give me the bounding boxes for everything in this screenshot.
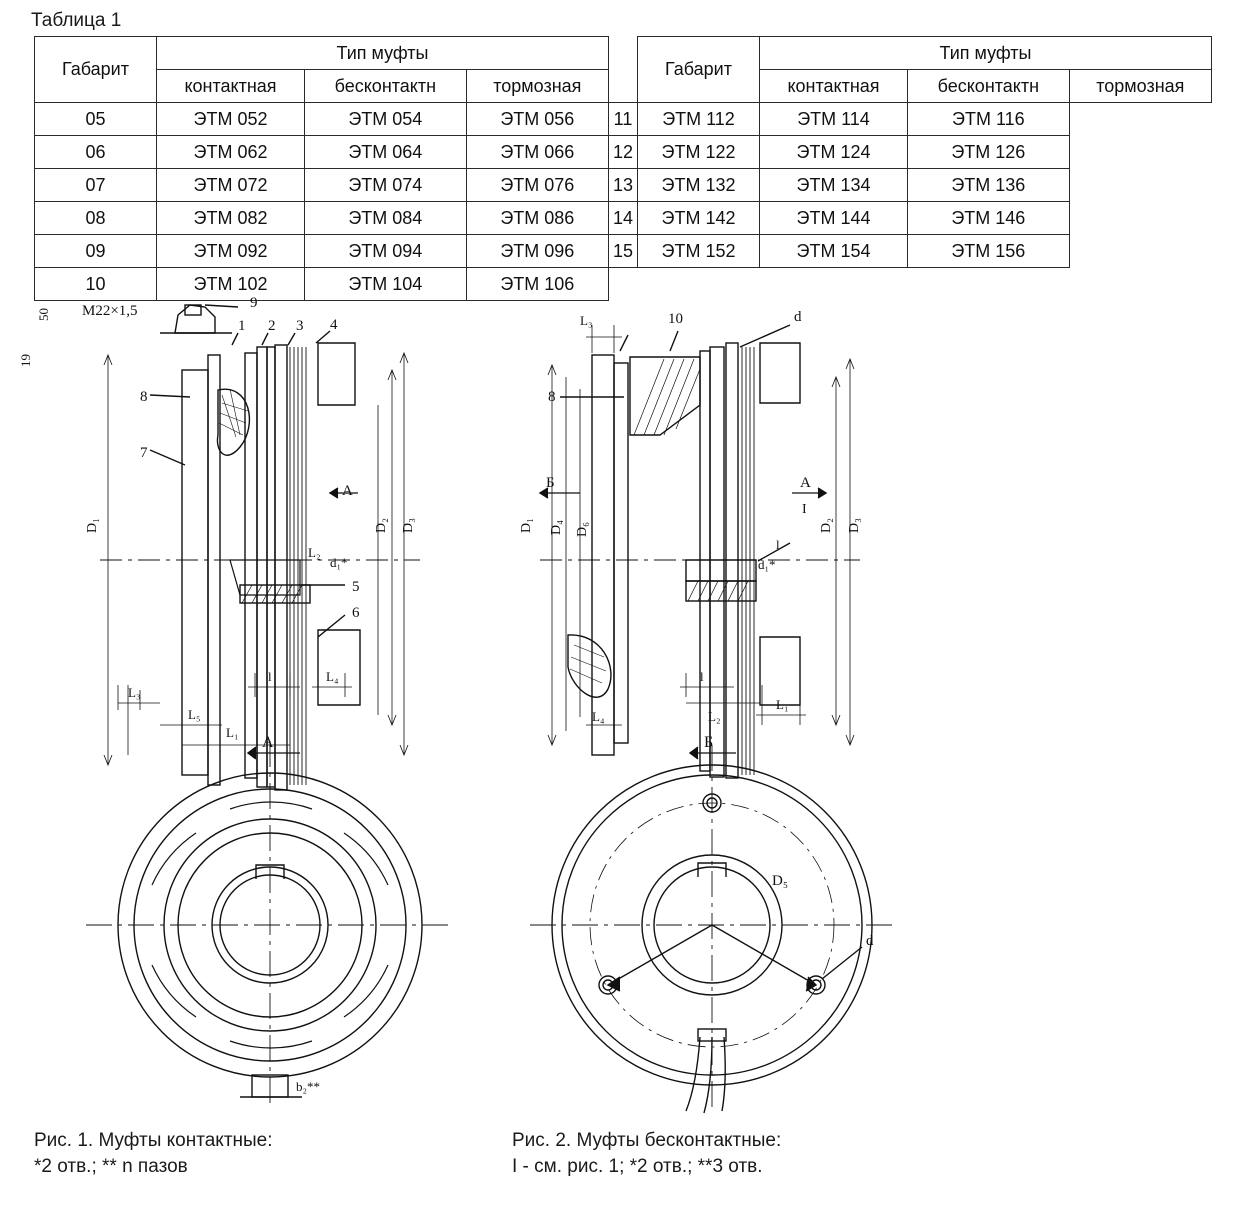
cell-gabarit: 11 <box>608 103 637 136</box>
fig2-label-dstar: d₁* <box>758 557 776 572</box>
fig2-face-section-b: Б <box>704 734 714 751</box>
cell-gabarit: 08 <box>35 202 157 235</box>
cell-gabarit: 09 <box>35 235 157 268</box>
drawing-canvas <box>0 285 1253 1120</box>
cell-gabarit: 07 <box>35 169 157 202</box>
figure-2-caption-line1: Рис. 2. Муфты бесконтактные: <box>512 1130 782 1151</box>
cell-contactless: ЭТМ 134 <box>760 169 908 202</box>
fig2-face-view <box>530 745 894 1113</box>
header-contactless-left: бесконтактн <box>305 70 467 103</box>
table-row <box>35 103 1212 136</box>
cell-brake: ЭТМ 116 <box>908 103 1070 136</box>
figure-2-caption <box>512 1128 781 1180</box>
header-brake-right: тормозная <box>1069 70 1211 103</box>
table-caption: Таблица 1 <box>31 10 122 31</box>
cell-contactless: ЭТМ 094 <box>305 235 467 268</box>
cell-contact: ЭТМ 132 <box>638 169 760 202</box>
cell-brake: ЭТМ 126 <box>908 136 1070 169</box>
figure-1-caption-line1: Рис. 1. Муфты контактные: <box>34 1130 273 1151</box>
fig2-label-l1: L₁ <box>776 697 789 712</box>
table-row <box>35 202 1212 235</box>
cell-contactless: ЭТМ 144 <box>760 202 908 235</box>
fig2-label-d-hole: d <box>866 933 874 949</box>
fig2-section-mark-b: Б <box>546 475 555 491</box>
cell-brake: ЭТМ 066 <box>466 136 608 169</box>
fig2-detail-mark-i: I <box>802 502 807 517</box>
fig1-label-l3: L₃ <box>128 685 141 700</box>
figure-1-caption <box>34 1128 273 1180</box>
fig2-label-l3: L₃ <box>580 313 593 328</box>
cell-contact: ЭТМ 062 <box>157 136 305 169</box>
table-row <box>35 136 1212 169</box>
figure-2-caption-line2: I - см. рис. 1; *2 отв.; **3 отв. <box>512 1156 763 1177</box>
fig1-item-5: 5 <box>352 579 360 595</box>
cell-gabarit: 10 <box>35 268 157 301</box>
fig2-section-mark-a: A <box>800 475 811 491</box>
fig1-label-l: l <box>268 669 272 684</box>
cell-brake: ЭТМ 156 <box>908 235 1070 268</box>
cell-contactless: ЭТМ 114 <box>760 103 908 136</box>
fig2-item-10: 10 <box>668 311 683 327</box>
table-row <box>35 169 1212 202</box>
fig1-label-dim50: 50 <box>36 308 51 321</box>
cell-brake: ЭТМ 106 <box>466 268 608 301</box>
fig1-label-b2: b₂** <box>296 1079 321 1094</box>
cell-gabarit: 15 <box>608 235 637 268</box>
header-type-left: Тип муфты <box>157 37 609 70</box>
fig1-label-dim19: 19 <box>18 354 33 367</box>
cell-contactless: ЭТМ 054 <box>305 103 467 136</box>
fig1-label-dstar: d₁* <box>330 555 348 570</box>
cell-contactless: ЭТМ 064 <box>305 136 467 169</box>
fig1-item-1: 1 <box>238 318 246 334</box>
fig1-item-9: 9 <box>250 295 258 311</box>
cell-gabarit: 05 <box>35 103 157 136</box>
fig1-face-section-a: A <box>262 734 274 751</box>
table-head <box>35 37 1212 103</box>
fig2-item-8: 8 <box>548 389 556 405</box>
fig1-label-d3: D₃ <box>401 518 416 533</box>
fig1-label-d1: D₁ <box>85 518 100 533</box>
fig2-label-l: l <box>776 537 780 552</box>
fig1-item-6: 6 <box>352 605 360 621</box>
cell-contact: ЭТМ 072 <box>157 169 305 202</box>
header-contactless-right: бесконтактн <box>908 70 1070 103</box>
cell-contact: ЭТМ 082 <box>157 202 305 235</box>
cell-contact: ЭТМ 152 <box>638 235 760 268</box>
cell-brake: ЭТМ 076 <box>466 169 608 202</box>
table-row <box>35 235 1212 268</box>
fig2-label-d4: D₄ <box>549 520 564 535</box>
cell-brake: ЭТМ 146 <box>908 202 1070 235</box>
cell-gabarit: 14 <box>608 202 637 235</box>
table-body <box>35 103 1212 301</box>
fig1-label-l4: L₄ <box>326 669 339 684</box>
fig1-section-view <box>100 305 420 790</box>
cell-contact: ЭТМ 142 <box>638 202 760 235</box>
cell-brake: ЭТМ 056 <box>466 103 608 136</box>
cell-gabarit: 06 <box>35 136 157 169</box>
cell-contact: ЭТМ 052 <box>157 103 305 136</box>
cell-contact: ЭТМ 112 <box>638 103 760 136</box>
cell-brake: ЭТМ 096 <box>466 235 608 268</box>
fig1-item-7: 7 <box>140 445 148 461</box>
cell-contactless: ЭТМ 104 <box>305 268 467 301</box>
fig2-label-d6: D₆ <box>575 522 590 537</box>
cell-contactless: ЭТМ 124 <box>760 136 908 169</box>
cell-gabarit: 12 <box>608 136 637 169</box>
table-header-row-1 <box>35 37 1212 70</box>
fig1-face-view <box>86 741 454 1109</box>
fig1-label-l2: L₂ <box>308 545 321 560</box>
cell-contact: ЭТМ 092 <box>157 235 305 268</box>
fig2-label-d3: D₃ <box>847 518 862 533</box>
header-contact-left: контактная <box>157 70 305 103</box>
header-brake-left: тормозная <box>466 70 608 103</box>
fig1-item-2: 2 <box>268 318 276 334</box>
fig2-label-d2: D₂ <box>819 518 834 533</box>
cell-contact: ЭТМ 122 <box>638 136 760 169</box>
cell-contactless: ЭТМ 074 <box>305 169 467 202</box>
fig2-label-l-bottom: l <box>700 669 704 684</box>
fig2-label-l2: L₂ <box>708 709 721 724</box>
header-type-right: Тип муфты <box>760 37 1212 70</box>
technical-drawings <box>0 285 1253 1120</box>
cell-brake: ЭТМ 136 <box>908 169 1070 202</box>
cell-gabarit: 13 <box>608 169 637 202</box>
fig1-label-d2: D₂ <box>374 518 389 533</box>
fig2-label-d5: D₅ <box>772 873 789 889</box>
coupling-types-table <box>34 36 1212 301</box>
fig1-section-mark-a: A <box>342 483 353 499</box>
column-separator <box>608 37 637 103</box>
header-gabarit-right: Габарит <box>638 37 760 103</box>
fig1-label-thread: M22×1,5 <box>82 303 138 319</box>
fig1-item-8: 8 <box>140 389 148 405</box>
header-contact-right: контактная <box>760 70 908 103</box>
cell-contactless: ЭТМ 154 <box>760 235 908 268</box>
cell-contact: ЭТМ 102 <box>157 268 305 301</box>
header-gabarit-left: Габарит <box>35 37 157 103</box>
fig2-section-view <box>540 325 860 778</box>
fig1-label-l5: L₅ <box>188 707 201 722</box>
fig1-item-4: 4 <box>330 317 338 333</box>
fig1-label-l1: L₁ <box>226 725 239 740</box>
fig2-label-l4: L₄ <box>592 709 605 724</box>
cell-contactless: ЭТМ 084 <box>305 202 467 235</box>
cell-brake: ЭТМ 086 <box>466 202 608 235</box>
figure-1-caption-line2: *2 отв.; ** n пазов <box>34 1156 188 1177</box>
fig2-label-d1: D₁ <box>519 518 534 533</box>
fig1-item-3: 3 <box>296 318 304 334</box>
fig2-label-d: d <box>794 309 802 325</box>
